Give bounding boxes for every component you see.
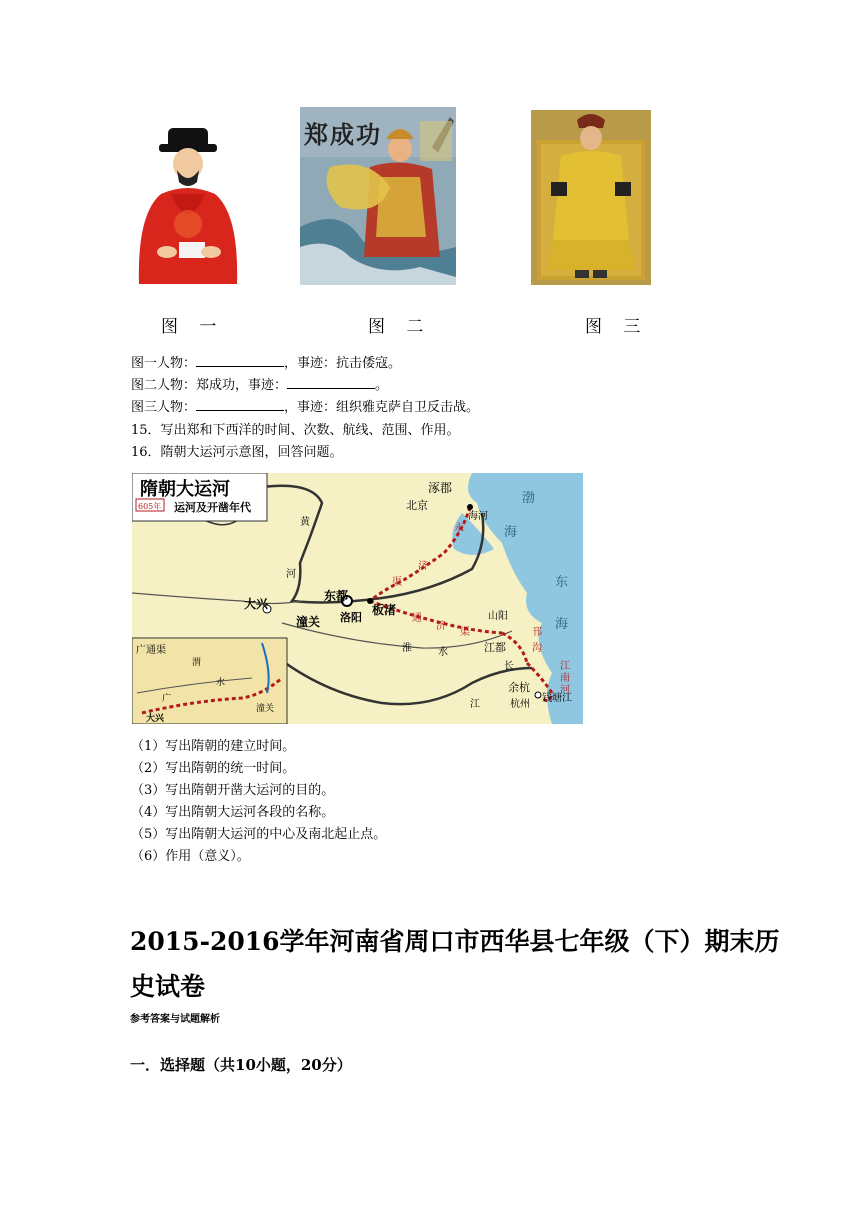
map-label-jiangnan-1: 江 [560, 661, 570, 672]
figure-1-caption: 图 一 [161, 317, 225, 337]
map-label-huai-1: 淮 [402, 643, 412, 654]
subquestion-2: （2）写出隋朝的统一时间。 [131, 761, 296, 776]
map-label-jiangnan-3: 河 [560, 685, 570, 696]
figure-2-caption: 图 二 [368, 317, 432, 337]
fill-line-1 [131, 354, 401, 374]
map-label-huai-2: 水 [438, 647, 448, 658]
map-label-yongji-1: 永 [454, 523, 464, 534]
map-label-inset-wei: 渭 [192, 658, 202, 668]
fill-line-1-suffix: ，事迹：抗击倭寇。 [284, 356, 402, 371]
fill-line-3 [131, 398, 479, 418]
map-label-hangou-2: 沟 [532, 643, 542, 654]
figure-2-banner: 郑成功 [304, 120, 382, 149]
map-label-huanghe-1: 黄 [300, 517, 310, 528]
fill-line-3-prefix: 图三人物： [131, 400, 197, 415]
fill-line-3-suffix: ，事迹：组织雅克萨自卫反击战。 [284, 400, 480, 415]
subquestion-4: （4）写出隋朝大运河各段的名称。 [131, 805, 335, 820]
fill-line-2-suffix: 。 [375, 378, 389, 393]
figure-3-portrait [531, 110, 651, 285]
map-label-banzhu: 板渚 [372, 603, 397, 617]
map-label-tongji-3: 渠 [460, 627, 470, 638]
map-label-shanyang: 山阳 [488, 611, 508, 622]
map-label-dongdu: 东都 [324, 589, 349, 603]
map-label-haihe: 海河 [468, 511, 488, 522]
grand-canal-map [132, 473, 583, 724]
map-label-inset-guang: 广 [162, 694, 172, 704]
map-label-hangzhou: 杭州 [510, 699, 530, 710]
figure-1-portrait [131, 124, 245, 286]
map-label-tongji-2: 济 [436, 621, 446, 632]
map-label-huanghe-2: 河 [286, 569, 296, 580]
map-inset-title: 广通渠 [136, 645, 166, 656]
map-label-inset-shui: 水 [216, 678, 226, 688]
question-15: 15．写出郑和下西洋的时间、次数、航线、范围、作用。 [131, 423, 460, 438]
map-label-chang: 长 [504, 661, 514, 672]
map-label-jiang: 江 [470, 699, 480, 710]
map-label-jiangnan-2: 南 [560, 673, 570, 684]
map-legend: 运河及开凿年代 [174, 501, 251, 514]
map-label-donghai-1: 东 [555, 575, 569, 590]
map-title: 隋朝大运河 [140, 479, 230, 500]
map-label-yongji-2: 济 [418, 561, 428, 572]
map-label-bohai-2: 海 [504, 525, 518, 540]
subquestion-1: （1）写出隋朝的建立时间。 [131, 739, 296, 754]
section-heading: 一．选择题（共10小题，20分） [130, 1056, 352, 1074]
figure-3-caption: 图 三 [585, 317, 649, 337]
subquestion-5: （5）写出隋朝大运河的中心及南北起止点。 [131, 827, 387, 842]
answer-blank-2 [287, 376, 375, 389]
exam-subtitle: 参考答案与试题解析 [130, 1014, 220, 1025]
map-label-yuhang: 余杭 [508, 681, 530, 694]
subquestion-6: （6）作用（意义）。 [131, 849, 250, 864]
map-label-tongguan: 潼关 [296, 615, 321, 629]
map-label-yongji-3: 渠 [392, 577, 402, 588]
fill-line-1-prefix: 图一人物： [131, 356, 197, 371]
map-label-hangou-1: 邗 [532, 627, 542, 638]
fill-line-2-prefix: 图二人物：郑成功，事迹： [131, 378, 288, 393]
map-label-bohai-1: 渤 [522, 491, 536, 506]
subquestion-3: （3）写出隋朝开凿大运河的目的。 [131, 783, 335, 798]
map-legend-year: 605年 [138, 502, 162, 511]
map-label-luoyang: 洛阳 [340, 611, 362, 624]
answer-blank-3 [196, 398, 284, 411]
map-label-qiantangjiang: 钱塘江 [542, 693, 572, 704]
question-16: 16．隋朝大运河示意图，回答问题。 [131, 445, 343, 460]
map-label-zhuojun: 涿郡 [428, 481, 453, 495]
exam-title-line-1: 2015-2016学年河南省周口市西华县七年级（下）期末历 [130, 927, 780, 956]
map-label-tongji-1: 通 [412, 613, 422, 624]
map-label-inset-tongguan: 潼关 [256, 704, 275, 714]
answer-blank-1 [196, 354, 284, 367]
map-label-beijing: 北京 [406, 499, 428, 512]
map-label-daxing: 大兴 [244, 597, 269, 611]
exam-title-line-2: 史试卷 [130, 972, 206, 1001]
figure-2-painting [300, 107, 456, 285]
fill-line-2 [131, 376, 388, 396]
map-label-jiangdu: 江都 [484, 641, 506, 654]
map-label-donghai-2: 海 [555, 617, 569, 632]
map-label-inset-daxing: 大兴 [146, 714, 165, 724]
